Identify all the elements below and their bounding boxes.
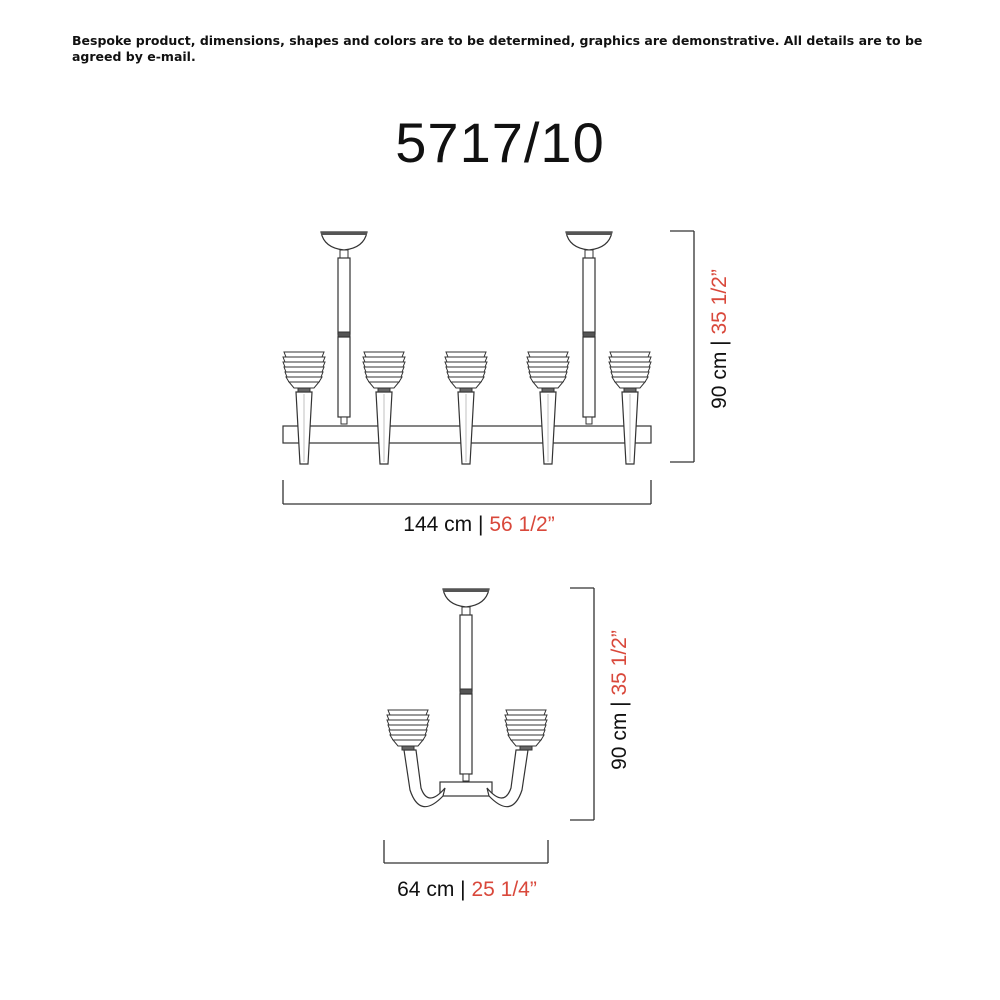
front-height-dimension-line: [670, 231, 694, 462]
side-ceiling-rod: [443, 589, 489, 781]
side-height-label: [607, 630, 633, 770]
side-height-dimension-line: [570, 588, 594, 820]
front-shade-2: [363, 352, 405, 392]
front-arm-5: [622, 392, 638, 464]
side-height-imperial: 35 1/2”: [608, 630, 631, 696]
side-arm-left: [404, 750, 445, 807]
front-width-label: [403, 512, 554, 538]
front-arm-1: [296, 392, 312, 464]
front-width-separator: |: [478, 513, 484, 536]
side-shade-right: [505, 710, 547, 750]
side-width-dimension-line: [384, 840, 548, 863]
model-code-title: 5717/10: [395, 111, 605, 174]
side-height-metric: 90 cm: [608, 712, 631, 770]
front-width-imperial: 56 1/2”: [489, 513, 555, 536]
front-ceiling-rod-right: [566, 232, 612, 424]
front-view-drawing: [283, 232, 651, 464]
front-width-metric: 144 cm: [403, 513, 473, 536]
front-shade-4: [527, 352, 569, 392]
side-width-imperial: 25 1/4”: [471, 878, 537, 901]
disclaimer-text: Bespoke product, dimensions, shapes and colors are to be determined, graphics are demonstrative. All details are to be agreed by e-mail.: [72, 33, 923, 64]
front-height-label: [707, 269, 733, 409]
front-shade-5: [609, 352, 651, 392]
side-width-separator: |: [460, 878, 466, 901]
front-arm-3: [458, 392, 474, 464]
side-shade-left: [387, 710, 429, 750]
front-height-imperial: 35 1/2”: [708, 269, 731, 335]
front-height-separator: |: [708, 340, 731, 346]
front-arm-2: [376, 392, 392, 464]
side-view-drawing: [387, 589, 547, 807]
front-shade-1: [283, 352, 325, 392]
side-arm-right: [487, 750, 528, 807]
front-shade-3: [445, 352, 487, 392]
front-arm-4: [540, 392, 556, 464]
side-height-separator: |: [608, 701, 631, 707]
side-width-label: [397, 877, 537, 903]
side-width-metric: 64 cm: [397, 878, 455, 901]
front-ceiling-rod-left: [321, 232, 367, 424]
side-hub: [440, 782, 492, 796]
front-width-dimension-line: [283, 480, 651, 504]
front-height-metric: 90 cm: [708, 351, 731, 409]
